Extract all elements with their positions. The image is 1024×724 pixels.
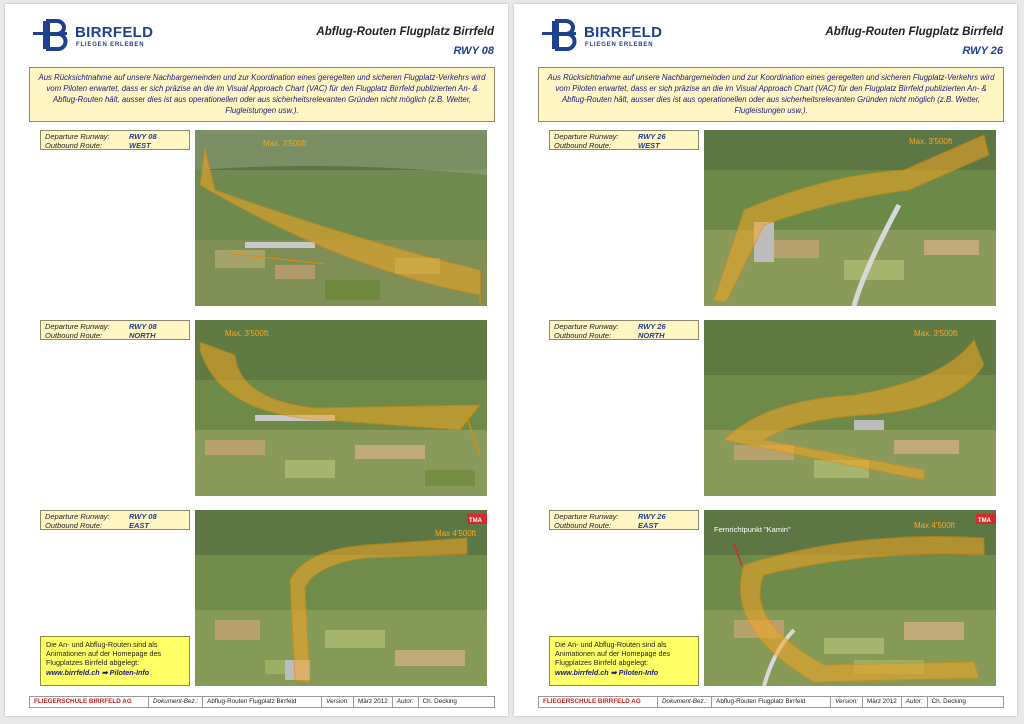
birrfeld-logo [542,18,682,54]
outbound-label: Outbound Route: [554,521,612,530]
homepage-link[interactable]: www.birrfeld.ch ➡ Piloten-Info [555,668,659,677]
departure-label: Departure Runway: [554,512,619,521]
footer-school: FLIEGERSCHULE BIRRFELD AG [30,697,149,707]
route-info-box [549,320,699,340]
page-title: Abflug-Routen Flugplatz Birrfeld [825,26,1003,38]
outbound-value: EAST [129,521,150,530]
footer-version-label: Version: [322,697,354,707]
outbound-label: Outbound Route: [554,141,612,150]
page-title: Abflug-Routen Flugplatz Birrfeld [316,26,494,38]
max-altitude-label: Max 4'500ft [914,521,956,530]
footer-author-label: Autor: [393,697,419,707]
max-altitude-label: Max. 3'500ft [263,139,307,148]
runway-label: RWY 08 [453,45,494,57]
page-footer [29,696,495,708]
footer-author-label: Autor: [902,697,928,707]
departure-value: RWY 26 [638,322,666,331]
footer-doc-label: Dokument-Bez.: [658,697,712,707]
outbound-value: WEST [129,141,151,150]
route-info-box [40,320,190,340]
brand-name: BIRRFELD [75,24,154,41]
route-map-west [195,130,487,306]
animation-info-box [549,636,699,686]
brand-tagline: FLIEGEN ERLEBEN [76,42,145,48]
birrfeld-logo [33,18,173,54]
departure-label: Departure Runway: [554,132,619,141]
outbound-label: Outbound Route: [45,141,103,150]
departure-label: Departure Runway: [554,322,619,331]
page-rwy-08 [5,4,508,716]
brand-tagline: FLIEGEN ERLEBEN [585,42,654,48]
page-footer [538,696,1004,708]
outbound-label: Outbound Route: [45,521,103,530]
route-map-north [704,320,996,496]
footer-doc-value: Abflug-Routen Flugplatz Birrfeld [203,697,322,707]
homepage-link[interactable]: www.birrfeld.ch ➡ Piloten-Info [46,668,150,677]
intro-text: Aus Rücksichtnahme auf unsere Nachbargemeinden und zur Koordination eines geregelten und sicheren Flugplatz-Verkehrs wird vom Piloten erwartet, dass er sich präzise an die im Visual Approach Chart (VAC) für den Flugplatz Birrfeld publizierten An- & Abflug-Routen hält, ausser dies ist aus operationellen oder aus sicherheitsrelevanten Gründen nicht möglich (z.B. Wetter, Flugleistungen usw.). [538,67,1004,122]
outbound-value: NORTH [638,331,665,340]
footer-author-value: Ch. Decking [931,698,966,705]
route-map-north [195,320,487,496]
outbound-value: EAST [638,521,659,530]
outbound-value: WEST [638,141,660,150]
departure-label: Departure Runway: [45,322,110,331]
route-map-east [704,510,996,686]
footer-version-label: Version: [831,697,863,707]
outbound-label: Outbound Route: [554,331,612,340]
footer-version-value: März 2012 [354,697,393,707]
max-altitude-label: Max. 3'500ft [225,329,269,338]
brand-name: BIRRFELD [584,24,663,41]
route-info-box [40,130,190,150]
departure-value: RWY 08 [129,512,157,521]
animation-info-box [40,636,190,686]
tma-label: TMA [978,518,991,524]
departure-value: RWY 08 [129,322,157,331]
page-rwy-26 [514,4,1017,716]
footer-version-value: März 2012 [863,697,902,707]
route-info-box [549,130,699,150]
departure-label: Departure Runway: [45,132,110,141]
footer-doc-value: Abflug-Routen Flugplatz Birrfeld [712,697,831,707]
birrfeld-b-icon [33,18,73,52]
info-text: Die An- und Abflug-Routen sind als Animationen auf der Homepage des Flugplatzes Birrfeld abgelegt: [555,640,671,667]
runway-label: RWY 26 [962,45,1003,57]
route-info-box [549,510,699,530]
max-altitude-label: Max 4'500ft [435,529,477,538]
footer-school: FLIEGERSCHULE BIRRFELD AG [539,697,658,707]
departure-label: Departure Runway: [45,512,110,521]
intro-text: Aus Rücksichtnahme auf unsere Nachbargemeinden und zur Koordination eines geregelten und sicheren Flugplatz-Verkehrs wird vom Piloten erwartet, dass er sich präzise an die im Visual Approach Chart (VAC) für den Flugplatz Birrfeld publizierten An- & Abflug-Routen hält, ausser dies ist aus operationellen oder aus sicherheitsrelevanten Gründen nicht möglich (z.B. Wetter, Flugleistungen usw.). [29,67,495,122]
departure-value: RWY 08 [129,132,157,141]
birrfeld-b-icon [542,18,582,52]
waypoint-label: Fernrichtpunkt "Kamin" [714,525,791,534]
info-text: Die An- und Abflug-Routen sind als Animationen auf der Homepage des Flugplatzes Birrfeld abgelegt: [46,640,162,667]
footer-doc-label: Dokument-Bez.: [149,697,203,707]
outbound-value: NORTH [129,331,156,340]
departure-value: RWY 26 [638,512,666,521]
route-map-west [704,130,996,306]
outbound-label: Outbound Route: [45,331,103,340]
max-altitude-label: Max. 3'500ft [914,329,958,338]
footer-author-value: Ch. Decking [422,698,457,705]
route-info-box [40,510,190,530]
route-map-east [195,510,487,686]
max-altitude-label: Max. 3'500ft [909,137,953,146]
departure-value: RWY 26 [638,132,666,141]
tma-label: TMA [469,518,482,524]
